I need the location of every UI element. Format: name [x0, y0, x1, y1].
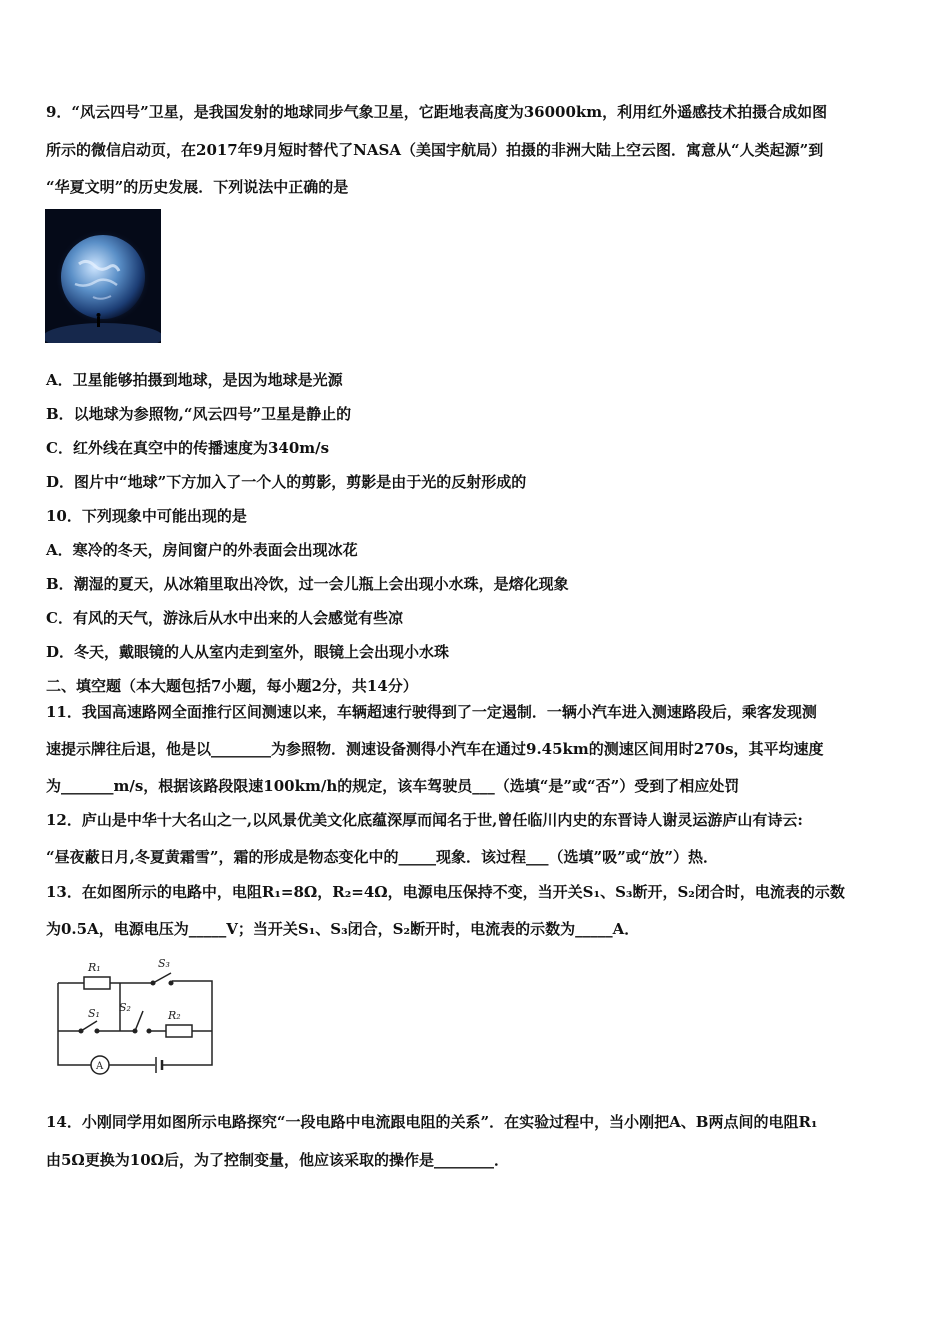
q9-stem-line-1: 9．“风云四号”卫星，是我国发射的地球同步气象卫星，它距地表高度为36000km，利用红外遥感技术拍摄合成如图 [46, 103, 828, 121]
q11-line-3: 为_______m/s，根据该路段限速100km/h的规定，该车驾驶员___（选填“是”或“否”）受到了相应处罚 [46, 777, 740, 795]
q10-option-d: D．冬天，戴眼镜的人从室内走到室外，眼镜上会出现小水珠 [46, 643, 450, 661]
r1-label: R₁ [88, 961, 101, 974]
q9-option-a: A．卫星能够拍摄到地球，是因为地球是光源 [46, 371, 343, 389]
q10-option-b: B．潮湿的夏天，从冰箱里取出冷饮，过一会儿瓶上会出现小水珠，是熔化现象 [46, 575, 569, 593]
r2-resistor [166, 1025, 192, 1037]
q13-line-2: 为0.5A，电源电压为_____V；当开关S₁、S₃闭合，S₂断开时，电流表的示数为_____A． [46, 920, 640, 938]
ammeter-label: A [96, 1061, 104, 1072]
q10-option-c: C．有风的天气，游泳后从水中出来的人会感觉有些凉 [46, 609, 403, 627]
q9-stem-line-3: “华夏文明”的历史发展．下列说法中正确的是 [46, 178, 349, 196]
earth-image [45, 209, 161, 343]
section-heading: 二、填空题（本大题包括7小题，每小题2分，共14分） [46, 677, 418, 695]
s2-switch [135, 1011, 143, 1031]
circuit-diagram [50, 955, 220, 1075]
r1-resistor [84, 977, 110, 989]
s3-switch [153, 973, 171, 983]
q14-line-2: 由5Ω更换为10Ω后，为了控制变量，他应该采取的操作是________． [46, 1151, 510, 1169]
q9-option-c: C．红外线在真空中的传播速度为340m/s [46, 439, 330, 457]
s2-label: S₂ [119, 1001, 131, 1014]
q10-stem: 10．下列现象中可能出现的是 [46, 507, 247, 525]
q11-line-1: 11．我国高速路网全面推行区间测速以来，车辆超速行驶得到了一定遏制．一辆小汽车进入测速路段后，乘客发现测 [46, 703, 817, 721]
q13-line-1: 13．在如图所示的电路中，电阻R₁=8Ω，R₂=4Ω，电源电压保持不变，当开关S₁、S₃断开，S₂闭合时，电流表的示数 [46, 883, 845, 901]
r2-label: R₂ [168, 1009, 181, 1022]
q10-option-a: A．寒冷的冬天，房间窗户的外表面会出现冰花 [46, 541, 358, 559]
s3-label: S₃ [158, 957, 170, 970]
q9-stem-line-2: 所示的微信启动页，在2017年9月短时替代了NASA（美国宇航局）拍摄的非洲大陆上空云图．寓意从“人类起源”到 [46, 141, 824, 159]
q9-option-b: B．以地球为参照物,“风云四号”卫星是静止的 [46, 405, 352, 423]
q11-line-2: 速提示牌往后退，他是以________为参照物．测速设备测得小汽车在通过9.45km的测速区间用时270s，其平均速度 [46, 740, 824, 758]
q9-option-d: D．图片中“地球”下方加入了一个人的剪影，剪影是由于光的反射形成的 [46, 473, 527, 491]
s1-switch [81, 1021, 97, 1031]
s1-label: S₁ [88, 1007, 100, 1020]
q12-line-1: 12．庐山是中华十大名山之一,以风景优美文化底蕴深厚而闻名于世,曾任临川内史的东晋诗人谢灵运游庐山有诗云: [46, 811, 803, 829]
q12-line-2: “昼夜蔽日月,冬夏黄霜雪”，霜的形成是物态变化中的_____现象．该过程___（选填”吸”或“放”）热． [46, 848, 718, 866]
q14-line-1: 14．小刚同学用如图所示电路探究“一段电路中电流跟电阻的关系”．在实验过程中，当小刚把A、B两点间的电阻R₁ [46, 1113, 818, 1131]
